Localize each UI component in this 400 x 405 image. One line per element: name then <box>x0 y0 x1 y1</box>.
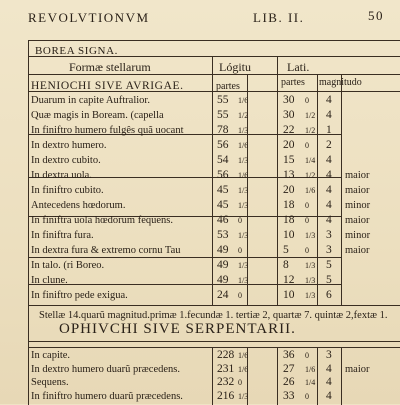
star-catalog-table <box>28 40 400 405</box>
latitude-degrees: 20 <box>283 184 295 196</box>
magnitude-value: 5 <box>326 259 332 271</box>
latitude-degrees: 20 <box>283 139 295 151</box>
ophiuchus-row <box>29 377 400 390</box>
column-header-partes-longitude: partes <box>216 81 240 92</box>
star-description: In finiftro humero fulgês quã uocant <box>31 125 184 136</box>
magnitude-value: 4 <box>326 184 332 196</box>
latitude-degrees: 30 <box>283 94 295 106</box>
latitude-fraction: 1/6 <box>305 364 316 374</box>
latitude-fraction: 1/4 <box>305 156 316 165</box>
longitude-degrees: 49 <box>217 259 229 271</box>
latitude-fraction: 0 <box>305 351 309 360</box>
latitude-degrees: 18 <box>283 199 295 211</box>
latitude-fraction: 1/3 <box>305 261 316 270</box>
magnitude-qualifier: maior <box>345 170 370 181</box>
magnitude-value: 4 <box>326 389 332 402</box>
auriga-row <box>29 185 400 198</box>
auriga-row <box>29 245 400 258</box>
latitude-fraction: 0 <box>305 96 309 105</box>
latitude-degrees: 10 <box>283 229 295 241</box>
latitude-fraction: 1/2 <box>305 171 316 180</box>
ophiuchus-row <box>29 364 400 377</box>
magnitude-value: 1 <box>326 124 332 136</box>
longitude-degrees: 54 <box>217 154 229 166</box>
star-description: In dextro cubito. <box>31 155 101 166</box>
longitude-degrees: 56 <box>217 169 229 181</box>
magnitude-qualifier: maior <box>345 363 370 375</box>
magnitude-value: 3 <box>326 244 332 256</box>
latitude-fraction: 1/3 <box>305 231 316 240</box>
magnitude-value: 4 <box>326 199 332 211</box>
longitude-degrees: 56 <box>217 139 229 151</box>
star-description: In finiftro pede exigua. <box>31 290 128 301</box>
magnitude-value: 4 <box>326 376 332 388</box>
magnitude-value: 4 <box>326 154 332 166</box>
longitude-fraction: 1/3 <box>238 156 249 165</box>
longitude-fraction: 1/3 <box>238 391 249 401</box>
running-head <box>28 6 388 28</box>
magnitude-value: 5 <box>326 274 332 286</box>
longitude-fraction: 1/3 <box>238 201 249 210</box>
latitude-degrees: 26 <box>283 376 295 388</box>
longitude-fraction: 1/3 <box>238 231 249 240</box>
latitude-degrees: 12 <box>283 274 295 286</box>
running-head-title: REVOLVTIONVM <box>28 10 150 25</box>
auriga-row <box>29 290 400 303</box>
longitude-degrees: 216 <box>217 389 235 402</box>
longitude-fraction: 1/2 <box>238 111 249 120</box>
column-header-magnitude: magnitudo <box>319 77 362 88</box>
longitude-degrees: 55 <box>217 109 229 121</box>
magnitude-value: 2 <box>326 139 332 151</box>
auriga-row <box>29 155 400 168</box>
longitude-fraction: 1/3 <box>238 276 249 285</box>
latitude-degrees: 5 <box>283 244 289 256</box>
latitude-fraction: 1/3 <box>305 276 316 285</box>
auriga-row <box>29 170 400 183</box>
magnitude-value: 6 <box>326 289 332 301</box>
longitude-fraction: 1/6 <box>238 351 249 360</box>
latitude-fraction: 1/2 <box>305 126 316 135</box>
star-description: In dextro humero. <box>31 140 107 151</box>
longitude-degrees: 231 <box>217 362 235 375</box>
auriga-row <box>29 200 400 213</box>
longitude-degrees: 46 <box>217 214 229 226</box>
magnitude-value: 4 <box>326 362 332 375</box>
latitude-degrees: 33 <box>283 389 295 402</box>
longitude-degrees: 49 <box>217 244 229 256</box>
latitude-degrees: 13 <box>283 169 295 181</box>
auriga-row <box>29 95 400 108</box>
longitude-degrees: 53 <box>217 229 229 241</box>
magnitude-value: 4 <box>326 169 332 181</box>
star-description: In finiftra uola hœdorum fequens. <box>31 215 174 226</box>
latitude-fraction: 1/6 <box>305 186 316 195</box>
longitude-degrees: 228 <box>217 349 235 361</box>
longitude-degrees: 78 <box>217 124 229 136</box>
longitude-fraction: 1/6 <box>238 171 249 180</box>
latitude-degrees: 15 <box>283 154 295 166</box>
longitude-fraction: 1/6 <box>238 96 249 105</box>
star-description: Quæ magis in Boream. (capella <box>31 110 164 121</box>
ophiuchus-row <box>29 391 400 404</box>
magnitude-qualifier: maior <box>345 185 370 196</box>
longitude-fraction: 0 <box>238 216 242 225</box>
column-header-longitude: Lógitu <box>219 60 251 74</box>
column-header-latitude: Lati. <box>287 60 310 74</box>
latitude-fraction: 0 <box>305 141 309 150</box>
auriga-row <box>29 260 400 273</box>
star-description: Sequens. <box>31 377 69 388</box>
auriga-row <box>29 140 400 153</box>
longitude-fraction: 0 <box>238 378 242 387</box>
magnitude-qualifier: minor <box>345 230 371 241</box>
magnitude-value: 3 <box>326 349 332 361</box>
magnitude-value: 3 <box>326 229 332 241</box>
longitude-fraction: 1/3 <box>238 186 249 195</box>
running-head-book: LIB. II. <box>253 10 305 25</box>
constellation-title-ophiuchus: OPHIVCHI SIVE SERPENTARII. <box>59 321 296 337</box>
star-description: In finiftro humero duarũ præcedens. <box>31 390 183 402</box>
constellation-title-auriga: HENIOCHI SIVE AVRIGAE. <box>31 80 184 92</box>
star-description: In capite. <box>31 350 71 361</box>
star-description: Duarum in capite Auftralior. <box>31 95 150 106</box>
longitude-degrees: 24 <box>217 289 229 301</box>
magnitude-value: 4 <box>326 109 332 121</box>
auriga-row <box>29 110 400 123</box>
magnitude-value: 4 <box>326 94 332 106</box>
star-description: In finiftra fura. <box>31 230 94 241</box>
auriga-row <box>29 275 400 288</box>
longitude-fraction: 1/3 <box>238 261 249 270</box>
longitude-degrees: 45 <box>217 199 229 211</box>
column-header-formae: Formæ stellarum <box>69 60 151 74</box>
summary-text: Stellæ 14.quarũ magnitud.primæ 1.fecundæ 1. tertiæ 2, quartæ 7. quintæ 2,fextæ 1. <box>39 310 388 321</box>
magnitude-qualifier: minor <box>345 200 371 211</box>
star-description: In dextra fura & extremo cornu Tau <box>31 245 181 256</box>
latitude-fraction: 0 <box>305 391 309 401</box>
latitude-fraction: 1/3 <box>305 291 316 300</box>
longitude-fraction: 1/6 <box>238 364 249 374</box>
magnitude-qualifier: maior <box>345 245 370 256</box>
star-description: In clune. <box>31 275 68 286</box>
latitude-fraction: 0 <box>305 246 309 255</box>
latitude-degrees: 18 <box>283 214 295 226</box>
latitude-degrees: 27 <box>283 362 295 375</box>
longitude-degrees: 49 <box>217 274 229 286</box>
longitude-fraction: 1/3 <box>238 126 249 135</box>
latitude-degrees: 8 <box>283 259 289 271</box>
star-description: In dextra uola. <box>31 170 92 181</box>
longitude-degrees: 232 <box>217 376 235 388</box>
folio-number: 50 <box>368 8 384 23</box>
longitude-degrees: 45 <box>217 184 229 196</box>
auriga-row <box>29 215 400 228</box>
section-header: BOREA SIGNA. <box>35 45 118 57</box>
longitude-fraction: 1/6 <box>238 141 249 150</box>
longitude-fraction: 0 <box>238 246 242 255</box>
magnitude-qualifier: maior <box>345 215 370 226</box>
latitude-degrees: 10 <box>283 289 295 301</box>
latitude-degrees: 36 <box>283 349 295 361</box>
latitude-degrees: 22 <box>283 124 295 136</box>
star-description: Antecedens hœdorum. <box>31 200 126 211</box>
latitude-fraction: 1/4 <box>305 378 316 387</box>
star-description: In talo. (ri Boreo. <box>31 260 105 271</box>
star-description: In dextro humero duarũ præcedens. <box>31 363 180 375</box>
latitude-fraction: 0 <box>305 201 309 210</box>
magnitude-value: 4 <box>326 214 332 226</box>
latitude-fraction: 1/2 <box>305 111 316 120</box>
auriga-row <box>29 125 400 138</box>
column-header-partes-latitude: partes <box>281 77 305 88</box>
star-description: In finiftro cubito. <box>31 185 104 196</box>
longitude-fraction: 0 <box>238 291 242 300</box>
ophiuchus-row <box>29 350 400 363</box>
auriga-row <box>29 230 400 243</box>
latitude-degrees: 30 <box>283 109 295 121</box>
latitude-fraction: 0 <box>305 216 309 225</box>
longitude-degrees: 55 <box>217 94 229 106</box>
